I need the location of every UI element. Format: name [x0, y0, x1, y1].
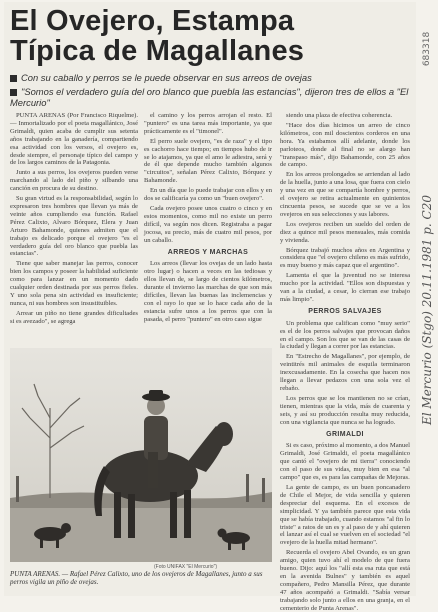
paragraph: "Hace dos días hicimos un arreo de cinco kilómetros, con mil doscientos corderos en una hora. Ya estabamos allí adelante, donde los parloteos, donde al final no se alargo han "transpaso más", dijo Bahamonde, con 25 años de campo.: [280, 121, 410, 169]
paragraph: el camino y los perros arrojan el resto. El "puntero" es una tarea más importante, ya que prácticamente es el "timonel".: [144, 112, 272, 135]
photo-shepherd-on-horse: [10, 348, 272, 562]
archive-number: 683318: [422, 31, 432, 67]
paragraph: Arrear un piño no tiene grandes dificultades si es avezado", se agrega: [10, 309, 138, 325]
headline-line-1: El Ovejero, Estampa: [10, 5, 295, 37]
paragraph: El perro suele ovejero, "es de raza" y el tipo es cachorro hace tiempo; en tiempos hubo de ir se lo atajamos, ya que el amo le adiestra, será y de él que depende mucho también algunos "circuitos", señalan Pérez Calixto, Bórquez y Bahamonde.: [144, 137, 272, 185]
paragraph: En un día que lo puede trabajar con ellos y en dos se calificaría ya como un "buen ovejero".: [144, 187, 272, 203]
headline-line-2: Típica de Magallanes: [10, 35, 305, 67]
article-column-1: [10, 112, 138, 344]
paragraph: PUNTA ARENAS (Por Francisco Riquelme). — Inmortalizado por el poeta magallánico, José Grimaldi, quien acaba de cumplir sus setenta años trabajando en la ganadería, compartiendo esa actividad con los versos, el ovejero es, desde siempre, el personaje típico del campo y de los largos caminos de la Patagonia.: [10, 112, 138, 167]
paragraph: En "Estrecho de Magallanes", por ejemplo, de veintitrés mil animales de esquila terminaron inexcusadamente. En la cosecha que hacen nos llegan a llevar pedazos con una sola vez el rebaño.: [280, 353, 410, 392]
subhead-1: Con su caballo y perros se le puede observar en sus arreos de ovejas: [10, 72, 410, 83]
section-heading-grimaldi: GRIMALDI: [326, 430, 364, 438]
square-bullet-icon: [10, 89, 17, 96]
subhead-2: "Somos el verdadero guía del oro blanco que puebla las estancias", dijeron tres de ellos a "El Mercurio": [10, 86, 409, 108]
handwritten-source-note: El Mercurio (Stgo) 20.11.1981 p. C20: [420, 194, 434, 426]
paragraph: Un problema que califican como "muy serio" es el de los perros salvajes que provocan daños en el campo. Son los que se van de las casas de la ciudad y llegan a correr por las estancias.: [280, 319, 410, 351]
photo-caption: PUNTA ARENAS. — Rafael Pérez Calixto, uno de los ovejeros de Magallanes, junto a sus perros vigila un piño de ovejas.: [10, 570, 263, 587]
paragraph: Los perros que se los mantienen no se crían, tienen, mientras que la vida, más de cuarenta y seis, y así su producción resulta muy reducida, con una vigilancia que nunca se ha logrado.: [280, 394, 410, 426]
paragraph: siendo una plaza de efectiva coherencia.: [286, 112, 393, 119]
paragraph: Su gran virtud es la responsabilidad, según lo expresaron tres hombres que llevan ya más de veinte años cumpliendo esa función. Rafael Pérez Calixto, Alvaro Bórquez, Elera y Juan Arturo Bahamonde, quienes admiten que el trabajo es delicado porque el ovejero "es el verdadero guía del oro blanco que puebla las estancias".: [10, 195, 138, 258]
paragraph: Cada ovejero posee unos cuatro o cinco y en estos momentos, como mil no existe un perro difícil, va según nos dicen. Registraba a pagar jocosa, su precio, más de cuatro mil pesos, por un caballo.: [144, 204, 272, 244]
section-heading-perros-salvajes: PERROS SALVAJES: [308, 307, 382, 315]
photo-credit: (Foto UNIFAX "El Mercurio"): [154, 564, 218, 570]
headline: [10, 6, 410, 66]
newspaper-clipping: [4, 2, 416, 612]
paragraph: Lamenta el que la juventud no se interesa mucho por la actividad. "Ellos son dispuestas y van a la ciudad, a cesar, lo cierran ese trabajo más limpio".: [280, 272, 410, 303]
article-column-3: [280, 112, 410, 612]
square-bullet-icon: [10, 75, 17, 82]
paragraph: Si es caso, próximo al momento, a dos Manuel Grimaldi, José Grimaldi, el poeta magallánico que cantó el "ovejero de mi tierra" conociendo con el paso de sus vidas, muy bien en esa "al campo" que es, es para las campañas de Mejoras.: [280, 442, 410, 482]
section-heading-arreos: ARREOS Y MARCHAS: [167, 248, 249, 256]
paragraph: Bórquez trabajó muchos años en Argentina y considera que "el ovejero chileno es más sufrido, es muy bueno y más capaz que el argentino".: [280, 246, 410, 270]
paragraph: Recuerda el ovejero Abel Ovando, es un gran amigo, quien tuvo ahí el modelo de que fuera bueno. Dijo: aquí los "allí esta esa ruta que está en la avenida Bulnes" y también es aquel compañero, Pedro Mansilla Pérez, que durante 47 años acompañó a Grimaldi. "Sabía versar trabajando solo junto a ellos en una granja, en el cementerio de Punta Arenas".: [280, 549, 410, 612]
paragraph: Tiene que saber manejar las perros, conocer bien los campos y poseer la habilidad suficiente como para lanzar en un momento dado cualquier orden destinada por sus perros fieles. Y uno sola pena sin actividad es insuficiente; nunca, ni sus hombres son insustituibles.: [10, 260, 138, 307]
paragraph: Los arreos (llevar los ovejas de un lado hasta otro lugar) o hacen a veces en las tediosas y ellos llevan de, se largo de cientos kilómetros, durante el invierno las marchas de que son más difíciles, llevan las buenas las inclemencias y con el rayo lo que se lo hace cada año de la estancia sufre unos a los perros que con la pasada, el perro "puntero" en otro caso sigue: [144, 260, 272, 323]
paragraph: La gente de campo, es un buen poncanadero de Chile el Mejor, de vida sencilla y quieren despreciar del esquema. En el excesos de simplicidad. Y ya también parece que esta vida que se había trabajado, cuando estamos "al fin lo triste" a ratos de un es y al paso de y ahí quieren el lanzar así el cual se vuelven en el sociedad "el ovejero de la huella mitad hermano".: [280, 483, 410, 547]
paragraph: Los ovejeros reciben un sueldo del orden de diez a quince mil pesos mensuales, más comida y vivienda.: [280, 220, 410, 244]
paragraph: En los arreos prolongados se arriendan al lado de la huella, junto a una losa, que fuera con cielo y una vez en que se compartía hombre y perros, el ovejero se retira actualmente en quinientos cincuenta pesos, se sucede que se ve a los ovejeros en sus selecciones y sus labores.: [280, 171, 410, 218]
paragraph: Junto a sus perros, los ovejeros pueden verse marchando al lado del piño y silbando una canción en procura de su destino.: [10, 169, 138, 193]
article-column-2: [144, 112, 272, 344]
